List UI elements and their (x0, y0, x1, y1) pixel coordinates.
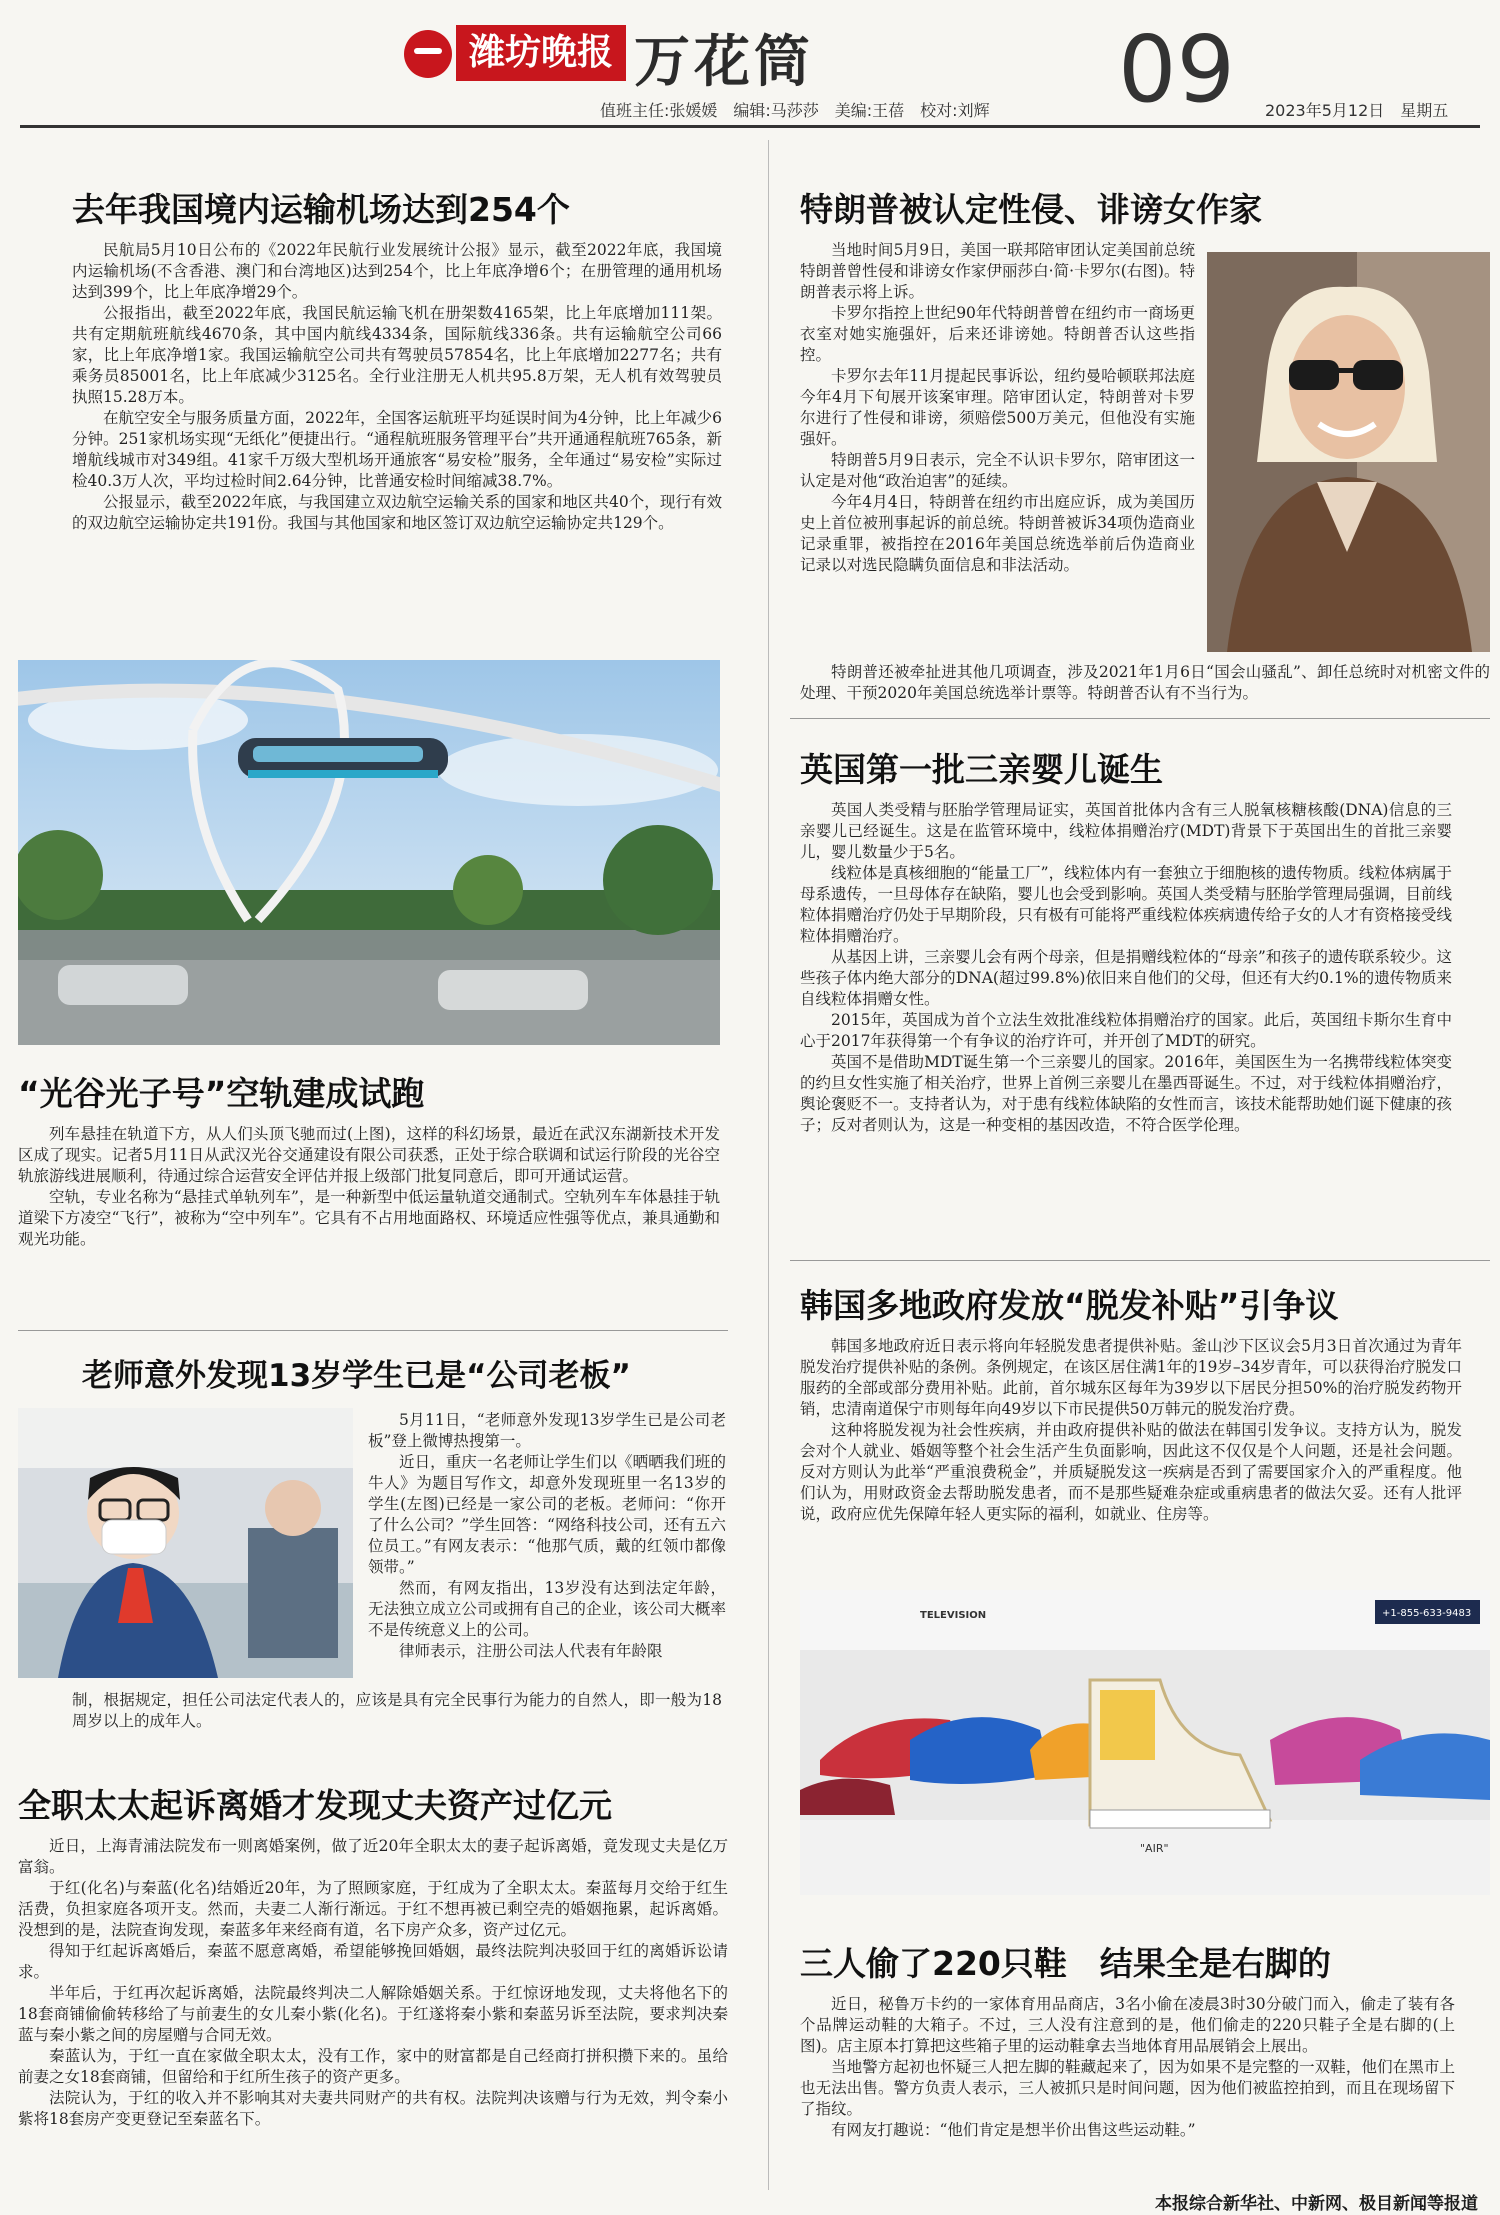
article-body-railway (18, 1124, 720, 1250)
article-body-korea (800, 1336, 1462, 1525)
article-headline-railway: “光谷光子号”空轨建成试跑 (18, 1074, 425, 1113)
student-photo (18, 1408, 353, 1678)
issue-date: 2023年5月12日 星期五 (1265, 101, 1449, 120)
article-headline-babies: 英国第一批三亲婴儿诞生 (800, 750, 1163, 789)
newspaper-logo-icon (404, 30, 452, 78)
shoe-tag-text: "AIR" (1140, 1842, 1169, 1855)
paragraph: 英国不是借助MDT诞生第一个三亲婴儿的国家。2016年，美国医生为一名携带线粒体突变的约旦女性实施了相关治疗，世界上首例三亲婴儿在墨西哥诞生。不过，对于线粒体捐赠治疗，舆论褒贬不一。支持者认为，对于患有线粒体缺陷的女性而言，该技术能帮助她们诞下健康的孩子；反对者则认为，这是一种变相的基因改造，不符合医学伦理。 (800, 1053, 1452, 1134)
paragraph: 列车悬挂在轨道下方，从人们头顶飞驰而过(上图)，这样的科幻场景，最近在武汉东湖新技术开发区成了现实。记者5月11日从武汉光谷交通建设有限公司获悉，正处于综合联调和试运行阶段的光谷空轨旅游线进展顺利，待通过综合运营安全评估并报上级部门批复同意后，即可开通试运营。 (18, 1125, 720, 1185)
paragraph: 在航空安全与服务质量方面，2022年，全国客运航班平均延误时间为4分钟，比上年减少6分钟。251家机场实现“无纸化”便捷出行。“通程航班服务管理平台”共开通通程航班765条，新增航线城市对349组。41家千万级大型机场开通旅客“易安检”服务，全年通过“易安检”实际过检40.3万人次，平均过检时间2.64分钟，比普通安检时间缩减38.7%。 (72, 409, 722, 490)
article-body-airports (72, 240, 722, 534)
store-sign-text: TELEVISION (920, 1610, 987, 1621)
paragraph: 有网友打趣说：“他们肯定是想半价出售这些运动鞋。” (831, 2121, 1196, 2139)
article-body-divorce (18, 1836, 728, 2130)
article-body-student (368, 1410, 726, 1662)
paragraph: 公报指出，截至2022年底，我国民航运输飞机在册架数4165架，比上年底增加111架。共有定期航班航线4670条，其中国内航线4334条，国际航线336条。共有运输航空公司66家，比上年底净增1家。我国运输航空公司共有驾驶员57854名，比上年底增加2277名；共有乘务员85001名，比上年底减少3125名。全行业注册无人机共95.8万架，无人机有效驾驶员执照15.28万本。 (72, 304, 722, 406)
paragraph: 制，根据规定，担任公司法定代表人的，应该是具有完全民事行为能力的自然人，即一般为18周岁以上的成年人。 (72, 1691, 722, 1730)
article-divider (790, 718, 1490, 719)
article-divider (790, 1260, 1490, 1261)
paragraph: 卡罗尔去年11月提起民事诉讼，纽约曼哈顿联邦法庭今年4月下旬展开该案审理。陪审团认定，特朗普对卡罗尔进行了性侵和诽谤，须赔偿500万美元，但他没有实施强奸。 (800, 367, 1195, 448)
paragraph: 空轨，专业名称为“悬挂式单轨列车”，是一种新型中低运量轨道交通制式。空轨列车车体悬挂于轨道梁下方凌空“飞行”，被称为“空中列车”。它具有不占用地面路权、环境适应性强等优点，兼具通勤和观光功能。 (18, 1188, 720, 1248)
paragraph: 特朗普还被牵扯进其他几项调查，涉及2021年1月6日“国会山骚乱”、卸任总统时对机密文件的处理、干预2020年美国总统选举计票等。特朗普否认有不当行为。 (800, 663, 1490, 702)
column-divider (768, 140, 769, 2190)
article-body-trump-wide (800, 662, 1490, 704)
shoes-photo (800, 1590, 1490, 1895)
article-headline-trump: 特朗普被认定性侵、诽谤女作家 (800, 190, 1262, 229)
staff-credits: 值班主任:张媛媛 编辑:马莎莎 美编:王蓓 校对:刘辉 (600, 101, 990, 120)
paragraph: 英国人类受精与胚胎学管理局证实，英国首批体内含有三人脱氧核糖核酸(DNA)信息的三亲婴儿已经诞生。这是在监管环境中，线粒体捐赠治疗(MDT)背景下于英国出生的首批三亲婴儿，婴儿数量少于5名。 (800, 801, 1452, 861)
paragraph: 秦蓝认为，于红一直在家做全职太太，没有工作，家中的财富都是自己经商打拼积攒下来的。虽给前妻之女18套商铺，但留给和于红所生孩子的资产更多。 (18, 2047, 728, 2086)
paragraph: 特朗普5月9日表示，完全不认识卡罗尔，陪审团这一认定是对他“政治迫害”的延续。 (800, 451, 1195, 490)
paragraph: 近日，上海青浦法院发布一则离婚案例，做了近20年全职太太的妻子起诉离婚，竟发现丈夫是亿万富翁。 (18, 1837, 728, 1876)
newspaper-brand: 潍坊晚报 (456, 25, 626, 81)
section-title: 万花筒 (634, 29, 814, 95)
store-phone-text: +1-855-633-9483 (1382, 1608, 1472, 1619)
paragraph: 得知于红起诉离婚后，秦蓝不愿意离婚，希望能够挽回婚姻，最终法院判决驳回于红的离婚诉讼请求。 (18, 1942, 728, 1981)
paragraph: 今年4月4日，特朗普在纽约市出庭应诉，成为美国历史上首位被刑事起诉的前总统。特朗普被诉34项伪造商业记录重罪，被指控在2016年美国总统选举前后伪造商业记录以对选民隐瞒负面信息和非法活动。 (800, 493, 1195, 574)
article-body-babies (800, 800, 1452, 1136)
paragraph: 然而，有网友指出，13岁没有达到法定年龄，无法独立成立公司或拥有自己的企业，该公司大概率不是传统意义上的公司。 (368, 1579, 726, 1639)
page-number: 09 (1118, 16, 1236, 123)
article-divider (18, 1330, 728, 1331)
article-headline-student: 老师意外发现13岁学生已是“公司老板” (82, 1358, 631, 1394)
paragraph: 半年后，于红再次起诉离婚，法院最终判决二人解除婚姻关系。于红惊讶地发现，丈夫将他名下的18套商铺偷偷转移给了与前妻生的女儿秦小紫(化名)。于红遂将秦小紫和秦蓝另诉至法院，要求判决秦蓝与秦小紫之间的房屋赠与合同无效。 (18, 1984, 728, 2044)
paragraph: 当地时间5月9日，美国一联邦陪审团认定美国前总统特朗普曾性侵和诽谤女作家伊丽莎白·简·卡罗尔(右图)。特朗普表示将上诉。 (800, 241, 1195, 301)
paragraph: 近日，秘鲁万卡约的一家体育用品商店，3名小偷在凌晨3时30分破门而入，偷走了装有各个品牌运动鞋的大箱子。不过，三人没有注意到的是，他们偷走的220只鞋子全是右脚的(上图)。店主原本打算把这些箱子里的运动鞋拿去当地体育用品展销会上展出。 (800, 1995, 1455, 2055)
paragraph: 从基因上讲，三亲婴儿会有两个母亲，但是捐赠线粒体的“母亲”和孩子的遗传联系较少。这些孩子体内绝大部分的DNA(超过99.8%)依旧来自他们的父母，但还有大约0.1%的遗传物质来自线粒体捐赠女性。 (800, 948, 1452, 1008)
article-headline-divorce: 全职太太起诉离婚才发现丈夫资产过亿元 (18, 1786, 612, 1825)
paragraph: 近日，重庆一名老师让学生们以《晒晒我们班的牛人》为题目写作文，却意外发现班里一名13岁的学生(左图)已经是一家公司的老板。老师问：“你开了什么公司？”学生回答：“网络科技公司，还有五六位员工。”有网友表示：“他那气质，戴的红领巾都像领带。” (368, 1453, 726, 1576)
article-body-student-tail (72, 1690, 722, 1732)
article-body-trump (800, 240, 1195, 576)
article-headline-korea: 韩国多地政府发放“脱发补贴”引争议 (800, 1286, 1339, 1325)
paragraph: 律师表示，注册公司法人代表有年龄限 (399, 1642, 663, 1660)
paragraph: 民航局5月10日公布的《2022年民航行业发展统计公报》显示，截至2022年底，我国境内运输机场(不含香港、澳门和台湾地区)达到254个，比上年底净增6个；在册管理的通用机场达到399个，比上年底净增29个。 (72, 241, 722, 301)
paragraph: 这种将脱发视为社会性疾病，并由政府提供补贴的做法在韩国引发争议。支持方认为，脱发会对个人就业、婚姻等整个社会生活产生负面影响，因此这不仅仅是个人问题，还是社会问题。反对方则认为此举“严重浪费税金”，并质疑脱发这一疾病是否到了需要国家介入的严重程度。他们认为，用财政资金去帮助脱发患者，而不是那些疑难杂症或重病患者的做法欠妥。还有人批评说，政府应优先保障年轻人更实际的福利，如就业、住房等。 (800, 1421, 1462, 1523)
article-body-shoes (800, 1994, 1455, 2141)
paragraph: 2015年，英国成为首个立法生效批准线粒体捐赠治疗的国家。此后，英国纽卡斯尔生育中心于2017年获得第一个有争议的治疗许可，并开创了MDT的研究。 (800, 1011, 1452, 1050)
masthead-rule (20, 125, 1480, 128)
carroll-photo (1207, 252, 1490, 652)
paragraph: 线粒体是真核细胞的“能量工厂”，线粒体内有一套独立于细胞核的遗传物质。线粒体病属于母系遗传，一旦母体存在缺陷，婴儿也会受到影响。英国人类受精与胚胎学管理局强调，目前线粒体捐赠治疗仍处于早期阶段，只有极有可能将严重线粒体疾病遗传给子女的人才有资格接受线粒体捐赠治疗。 (800, 864, 1452, 945)
monorail-photo (18, 660, 720, 1045)
article-headline-airports: 去年我国境内运输机场达到254个 (72, 190, 570, 229)
paragraph: 法院认为，于红的收入并不影响其对夫妻共同财产的共有权。法院判决该赠与行为无效，判令秦小紫将18套房产变更登记至秦蓝名下。 (18, 2089, 728, 2128)
paragraph: 卡罗尔指控上世纪90年代特朗普曾在纽约市一商场更衣室对她实施强奸，后来还诽谤她。特朗普否认这些指控。 (800, 304, 1195, 364)
paragraph: 韩国多地政府近日表示将向年轻脱发患者提供补贴。釜山沙下区议会5月3日首次通过为青年脱发治疗提供补贴的条例。条例规定，在该区居住满1年的19岁–34岁青年，可以获得治疗脱发口服药的全部或部分费用补贴。此前，首尔城东区每年为39岁以下居民分担50%的治疗脱发药物开销，忠清南道保宁市则每年向49岁以下市民提供50万韩元的脱发治疗费。 (800, 1337, 1462, 1418)
paragraph: 当地警方起初也怀疑三人把左脚的鞋藏起来了，因为如果不是完整的一双鞋，他们在黑市上也无法出售。警方负责人表示，三人被抓只是时间问题，因为他们被监控拍到，而且在现场留下了指纹。 (800, 2058, 1455, 2118)
masthead (0, 0, 1500, 130)
paragraph: 5月11日，“老师意外发现13岁学生已是公司老板”登上微博热搜第一。 (368, 1411, 726, 1450)
article-headline-shoes: 三人偷了220只鞋 结果全是右脚的 (800, 1944, 1331, 1983)
paragraph: 公报显示，截至2022年底，与我国建立双边航空运输关系的国家和地区共40个，现行有效的双边航空运输协定共191份。我国与其他国家和地区签订双边航空运输协定共129个。 (72, 493, 722, 532)
source-credit: 本报综合新华社、中新网、极目新闻等报道 (1155, 2194, 1478, 2214)
paragraph: 于红(化名)与秦蓝(化名)结婚近20年，为了照顾家庭，于红成为了全职太太。秦蓝每月交给于红生活费，负担家庭各项开支。然而，夫妻二人渐行渐远。于红不想再被已剩空壳的婚姻拖累，起诉离婚。没想到的是，法院查询发现，秦蓝多年来经商有道，名下房产众多，资产过亿元。 (18, 1879, 728, 1939)
